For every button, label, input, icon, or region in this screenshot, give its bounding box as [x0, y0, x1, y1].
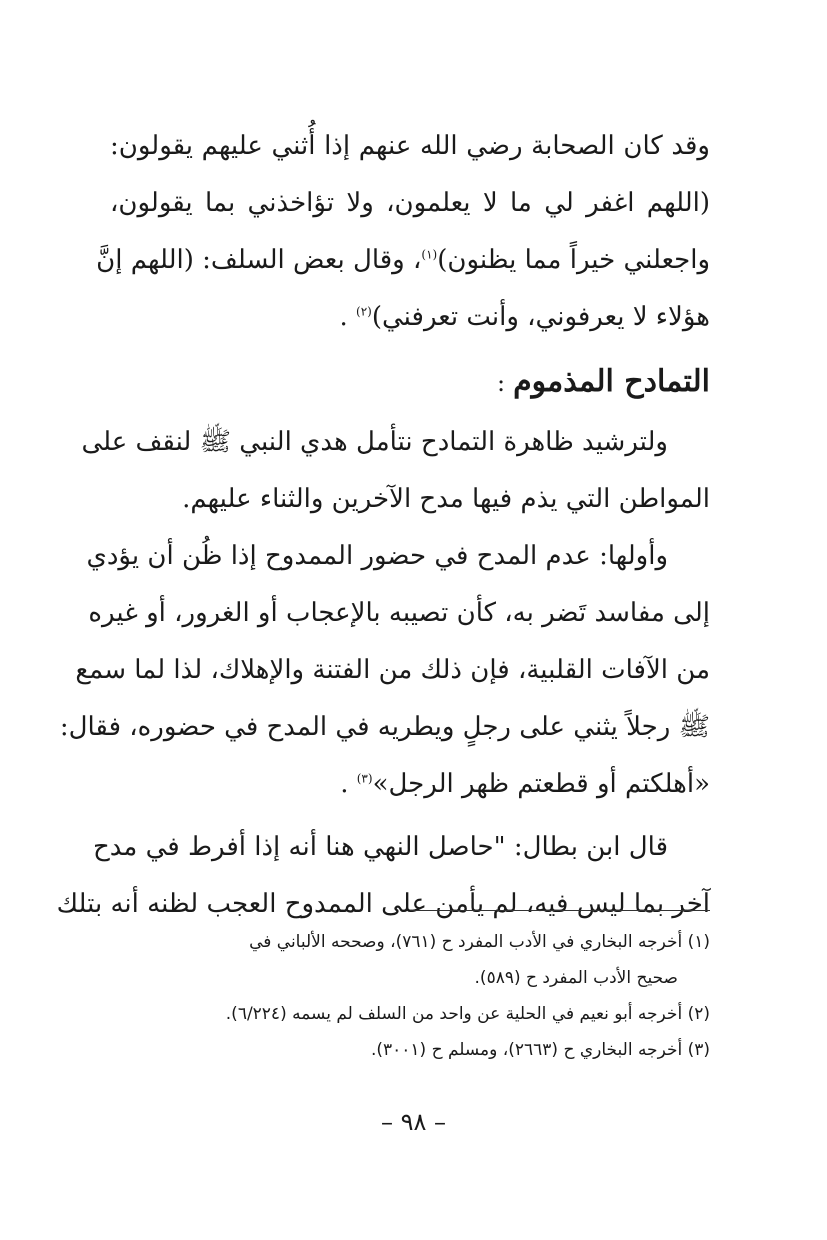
- text-line: [96, 232, 710, 289]
- text-line: [110, 756, 710, 813]
- footnote-ref: (١): [421, 247, 438, 262]
- text-line: (اللهم اغفر لي ما لا يعلمون، ولا تؤاخذني بما يقولون،: [110, 188, 710, 218]
- footnote-line: (١) أخرجه البخاري في الأدب المفرد ح (٧٦١)، وصححه الألباني في: [249, 932, 710, 952]
- heading-colon: :: [497, 369, 506, 397]
- footnote-divider: [410, 910, 710, 911]
- text-line: وقد كان الصحابة رضي الله عنهم إذا أُثني عليهم يقولون:: [110, 131, 710, 161]
- text-segment: .: [340, 769, 357, 799]
- footnote-ref: (٣): [356, 771, 373, 786]
- text-line: إلى مفاسد تَضر به، كأن تصيبه بالإعجاب أو الغرور، أو غيره: [88, 598, 710, 628]
- footnote-ref: (٢): [356, 304, 372, 319]
- text-segment: ، وقال بعض السلف: (اللهم إنَّ: [96, 245, 422, 275]
- main-text: [56, 118, 710, 933]
- text-segment: «أهلكتم أو قطعتم ظهر الرجل»: [372, 769, 710, 799]
- section-heading: التمادح المذموم: [513, 364, 710, 399]
- text-line: المواطن التي يذم فيها مدح الآخرين والثناء عليهم.: [182, 484, 710, 514]
- text-line: قال ابن بطال: "حاصل النهي هنا أنه إذا أفرط في مدح: [92, 832, 668, 862]
- text-segment: هؤلاء لا يعرفوني، وأنت تعرفني): [371, 302, 710, 332]
- text-line: ﷺ رجلاً يثني على رجلٍ ويطريه في المدح في حضوره، فقال:: [59, 712, 710, 742]
- text-segment: .: [339, 302, 357, 332]
- page-number: – ٩٨ –: [380, 1108, 447, 1136]
- footnotes: [110, 924, 710, 1068]
- footnote-line: (٣) أخرجه البخاري ح (٢٦٦٣)، ومسلم ح (٣٠٠١).: [370, 1040, 710, 1060]
- text-line: [110, 289, 710, 346]
- text-line: من الآفات القلبية، فإن ذلك من الفتنة والإهلاك، لذا لما سمع: [75, 655, 710, 685]
- section-heading-row: [110, 350, 710, 414]
- text-segment: واجعلني خيراً مما يظنون): [437, 245, 710, 275]
- footnote-line: (٢) أخرجه أبو نعيم في الحلية عن واحد من السلف لم يسمه (٦/٢٢٤).: [225, 1004, 710, 1024]
- footnote-line: صحيح الأدب المفرد ح (٥٨٩).: [474, 968, 678, 988]
- text-line: وأولها: عدم المدح في حضور الممدوح إذا ظُن أن يؤدي: [86, 541, 668, 571]
- text-line: آخر بما ليس فيه، لم يأمن على الممدوح العجب لظنه أنه بتلك: [56, 889, 710, 919]
- text-line: ولترشيد ظاهرة التمادح نتأمل هدي النبي ﷺ لنقف على: [81, 427, 668, 457]
